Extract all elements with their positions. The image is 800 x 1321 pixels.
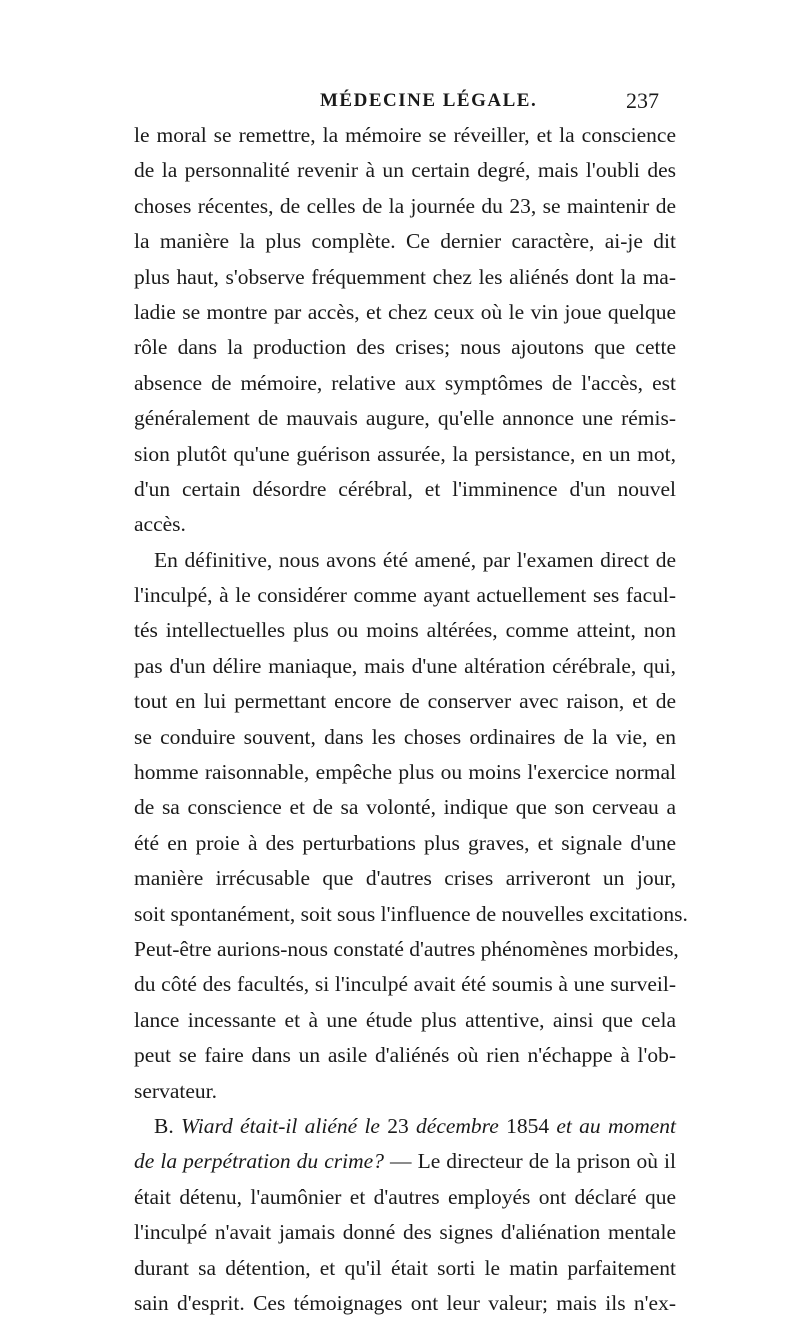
text-line: soit spontanément, soit sous l'influence de nouvelles excitations. [134, 901, 688, 926]
text-line: ladie se montre par accès, et chez ceux où le vin joue quelque [134, 299, 676, 324]
page-number: 237 [626, 88, 659, 113]
text-line: était détenu, l'aumônier et d'autres employés ont déclaré que [134, 1184, 676, 1209]
section-b-italic-2: décembre [416, 1113, 499, 1138]
section-b-label: B. [154, 1113, 174, 1138]
text-line: Peut-être aurions-nous constaté d'autres phénomènes morbides, [134, 936, 679, 961]
text-line: homme raisonnable, empêche plus ou moins l'exercice normal [134, 760, 676, 785]
section-b-italic-3: et au moment [556, 1113, 677, 1138]
text-line: l'inculpé n'avait jamais donné des signes d'aliénation mentale [134, 1220, 676, 1245]
section-b-body [134, 1180, 676, 1321]
text-line: sain d'esprit. Ces témoignages ont leur valeur; mais ils n'ex- [134, 1290, 676, 1315]
section-b-line-2 [134, 1144, 676, 1179]
text-line: l'inculpé, à le considérer comme ayant actuellement ses facul- [134, 583, 676, 608]
section-b-year: 1854 [506, 1113, 550, 1138]
text-line: d'un certain désordre cérébral, et l'imminence d'un nouvel [134, 476, 676, 501]
text-line: plus haut, s'observe fréquemment chez les aliénés dont la ma- [134, 264, 676, 289]
text-line: la manière la plus complète. Ce dernier caractère, ai-je dit [134, 229, 676, 254]
text-line: le moral se remettre, la mémoire se réveiller, et la conscience [134, 123, 676, 147]
text-line: servateur. [134, 1078, 217, 1103]
text-line: sion plutôt qu'une guérison assurée, la persistance, en un mot, [134, 441, 676, 466]
text-line: En définitive, nous avons été amené, par l'examen direct de [154, 547, 676, 572]
section-b-italic-1: Wiard était-il aliéné le [181, 1113, 380, 1138]
text-line: été en proie à des perturbations plus graves, et signale d'une [134, 830, 676, 855]
text-line: de la personnalité revenir à un certain degré, mais l'oubli des [134, 158, 676, 183]
text-line: lance incessante et à une étude plus attentive, ainsi que cela [134, 1007, 676, 1032]
section-b-day: 23 [387, 1113, 409, 1138]
text-line: choses récentes, de celles de la journée du 23, se maintenir de [134, 193, 676, 218]
text-line: tés intellectuelles plus ou moins altérées, comme atteint, non [134, 618, 676, 643]
section-b-heading-line [134, 1109, 676, 1144]
text-line: du côté des facultés, si l'inculpé avait été soumis à une surveil- [134, 972, 676, 997]
body-text [134, 118, 688, 1321]
text-line: durant sa détention, et qu'il était sorti le matin parfaitement [134, 1255, 676, 1280]
running-title: MÉDECINE LÉGALE. [320, 90, 538, 111]
text-line: pas d'un délire maniaque, mais d'une altération cérébrale, qui, [134, 653, 676, 678]
running-header [0, 88, 800, 118]
section-b-line-2-rest: — Le directeur de la prison où il [390, 1149, 677, 1174]
text-line: de sa conscience et de sa volonté, indique que son cerveau a [134, 795, 676, 820]
paragraphs [134, 118, 688, 1109]
text-line: absence de mémoire, relative aux symptômes de l'accès, est [134, 370, 676, 395]
text-line: se conduire souvent, dans les choses ordinaires de la vie, en [134, 724, 676, 749]
section-b-question: de la perpétration du crime? [134, 1149, 384, 1174]
text-line: rôle dans la production des crises; nous ajoutons que cette [134, 335, 676, 360]
text-line: accès. [134, 512, 186, 537]
text-line: manière irrécusable que d'autres crises arriveront un jour, [134, 866, 676, 891]
text-line: tout en lui permettant encore de conserver avec raison, et de [134, 689, 676, 714]
text-line: peut se faire dans un asile d'aliénés où rien n'échappe à l'ob- [134, 1043, 676, 1068]
text-line: généralement de mauvais augure, qu'elle annonce une rémis- [134, 406, 676, 431]
